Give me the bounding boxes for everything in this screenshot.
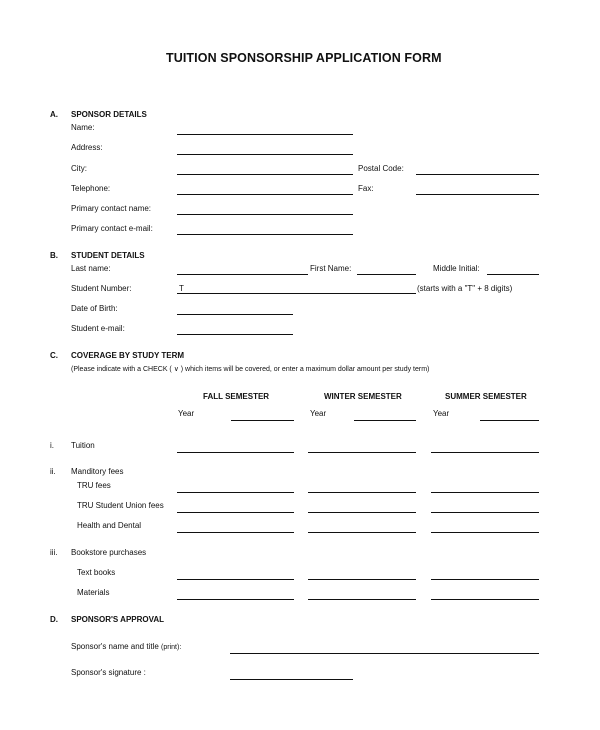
text-books-fall-field[interactable]: [177, 567, 294, 580]
middle-initial-field[interactable]: [487, 262, 539, 275]
union-fees-winter-field[interactable]: [308, 500, 416, 513]
student-email-field[interactable]: [177, 322, 293, 335]
sponsor-signature-field[interactable]: [230, 667, 353, 680]
health-dental-summer-field[interactable]: [431, 520, 539, 533]
student-number-hint: (starts with a "T" + 8 digits): [417, 284, 513, 293]
fall-year-label: Year: [178, 409, 195, 418]
postal-code-field[interactable]: [416, 162, 539, 175]
summer-semester-heading: SUMMER SEMESTER: [445, 392, 527, 401]
mandatory-fees-label: Manditory fees: [71, 467, 124, 476]
tru-fees-fall-field[interactable]: [177, 480, 294, 493]
section-b-heading: STUDENT DETAILS: [71, 251, 145, 260]
primary-contact-name-label: Primary contact name:: [71, 204, 152, 213]
section-d-letter: D.: [50, 615, 58, 624]
materials-summer-field[interactable]: [431, 587, 539, 600]
tuition-fall-field[interactable]: [177, 440, 294, 453]
sponsor-address-label: Address:: [71, 143, 103, 152]
student-number-field[interactable]: [177, 282, 416, 294]
student-email-label: Student e-mail:: [71, 324, 125, 333]
section-c-heading: COVERAGE BY STUDY TERM: [71, 351, 185, 360]
tru-student-union-fees-label: TRU Student Union fees: [77, 501, 164, 510]
tuition-summer-field[interactable]: [431, 440, 539, 453]
winter-semester-heading: WINTER SEMESTER: [324, 392, 402, 401]
sponsor-telephone-field[interactable]: [177, 182, 353, 195]
sponsor-telephone-label: Telephone:: [71, 184, 111, 193]
text-books-winter-field[interactable]: [308, 567, 416, 580]
sponsor-name-title-label: [71, 642, 181, 651]
materials-winter-field[interactable]: [308, 587, 416, 600]
summer-year-label: Year: [433, 409, 450, 418]
fax-field[interactable]: [416, 182, 539, 195]
student-number-prefix: T: [179, 284, 184, 293]
tru-fees-winter-field[interactable]: [308, 480, 416, 493]
fax-label: Fax:: [358, 184, 374, 193]
bookstore-purchases-label: Bookstore purchases: [71, 548, 147, 557]
winter-year-field[interactable]: [354, 408, 416, 421]
sponsor-signature-label: Sponsor's signature :: [71, 668, 146, 677]
section-a-heading: SPONSOR DETAILS: [71, 110, 147, 119]
section-d-heading: SPONSOR'S APPROVAL: [71, 615, 165, 624]
sponsor-name-label: Name:: [71, 123, 95, 132]
sponsor-city-label: City:: [71, 164, 87, 173]
text-books-summer-field[interactable]: [431, 567, 539, 580]
date-of-birth-field[interactable]: [177, 302, 293, 315]
health-dental-winter-field[interactable]: [308, 520, 416, 533]
item-iii-number: iii.: [50, 548, 58, 557]
health-dental-label: Health and Dental: [77, 521, 142, 530]
tru-fees-summer-field[interactable]: [431, 480, 539, 493]
text-books-label: Text books: [77, 568, 116, 577]
middle-initial-label: Middle Initial:: [433, 264, 480, 273]
item-ii-number: ii.: [50, 467, 56, 476]
section-c-letter: C.: [50, 351, 58, 360]
tru-fees-label: TRU fees: [77, 481, 111, 490]
union-fees-fall-field[interactable]: [177, 500, 294, 513]
student-number-label: Student Number:: [71, 284, 132, 293]
sponsor-name-field[interactable]: [177, 122, 353, 135]
primary-contact-email-label: Primary contact e-mail:: [71, 224, 153, 233]
last-name-field[interactable]: [177, 262, 308, 275]
sponsor-name-title-text: Sponsor's name and title: [71, 642, 159, 651]
item-i-number: i.: [50, 441, 54, 450]
fall-semester-heading: FALL SEMESTER: [203, 392, 270, 401]
postal-code-label: Postal Code:: [358, 164, 404, 173]
section-b-letter: B.: [50, 251, 58, 260]
health-dental-fall-field[interactable]: [177, 520, 294, 533]
materials-fall-field[interactable]: [177, 587, 294, 600]
print-hint: (print):: [161, 644, 182, 651]
first-name-field[interactable]: [357, 262, 416, 275]
first-name-label: First Name:: [310, 264, 352, 273]
union-fees-summer-field[interactable]: [431, 500, 539, 513]
section-a-letter: A.: [50, 110, 58, 119]
coverage-instructions: (Please indicate with a CHECK ( ∨ ) which items will be covered, or enter a maximum dollar amount per study term): [71, 366, 430, 373]
sponsor-city-field[interactable]: [177, 162, 353, 175]
summer-year-field[interactable]: [480, 408, 539, 421]
last-name-label: Last name:: [71, 264, 111, 273]
materials-label: Materials: [77, 588, 110, 597]
date-of-birth-label: Date of Birth:: [71, 304, 118, 313]
tuition-winter-field[interactable]: [308, 440, 416, 453]
winter-year-label: Year: [310, 409, 327, 418]
tuition-label: Tuition: [71, 441, 95, 450]
primary-contact-name-field[interactable]: [177, 202, 353, 215]
sponsor-name-title-field[interactable]: [230, 641, 539, 654]
fall-year-field[interactable]: [231, 408, 294, 421]
sponsor-address-field[interactable]: [177, 142, 353, 155]
primary-contact-email-field[interactable]: [177, 222, 353, 235]
form-title: TUITION SPONSORSHIP APPLICATION FORM: [166, 51, 442, 65]
